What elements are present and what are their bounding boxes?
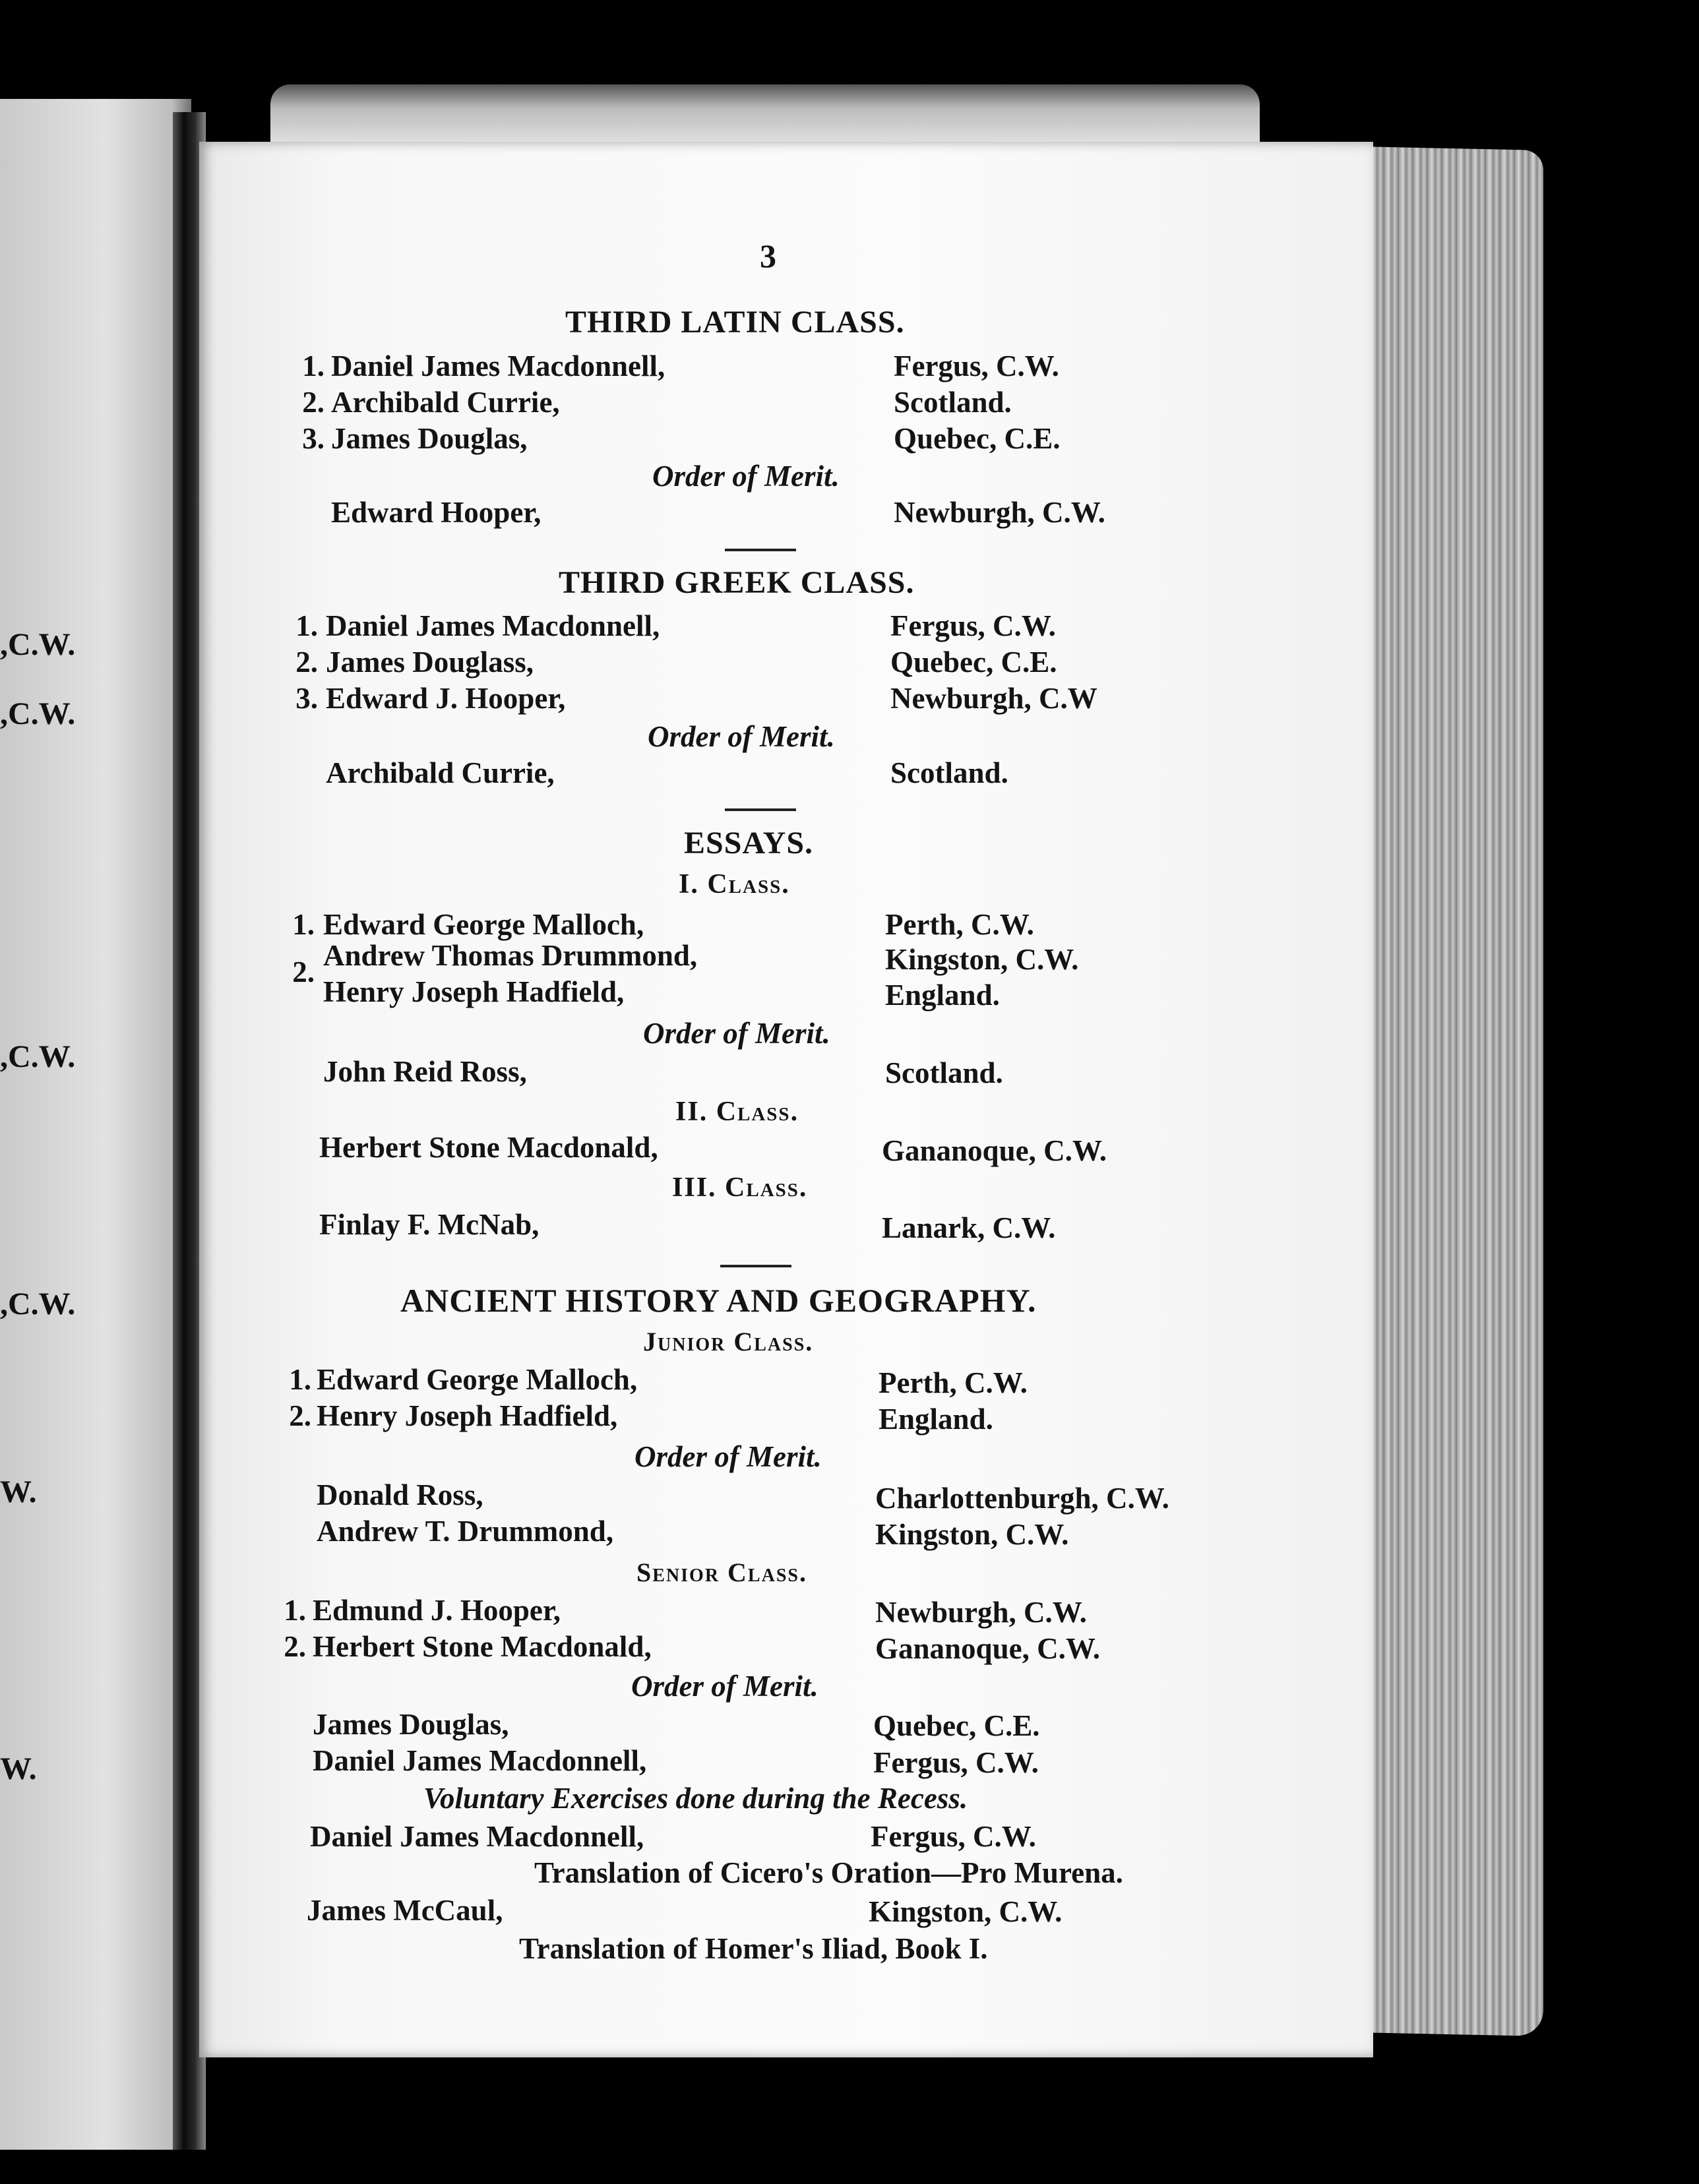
entry-number: 1. bbox=[295, 609, 318, 642]
entry-name: Herbert Stone Macdonald, bbox=[313, 1630, 652, 1663]
entry-name: Daniel James Macdonnell, bbox=[326, 609, 660, 642]
entry-name: James McCaul, bbox=[307, 1894, 503, 1927]
entry-place: Quebec, C.E. bbox=[894, 422, 1061, 455]
section-divider bbox=[720, 1265, 791, 1267]
entry-name: John Reid Ross, bbox=[323, 1055, 527, 1088]
entry-place: Perth, C.W. bbox=[879, 1366, 1028, 1399]
entry-number: 2. bbox=[292, 956, 315, 988]
voluntary-work: Translation of Homer's Iliad, Book I. bbox=[519, 1932, 988, 1965]
entry-name: James Douglas, bbox=[313, 1708, 509, 1741]
entry-number: 2. bbox=[302, 386, 324, 419]
entry-place: Fergus, C.W. bbox=[890, 609, 1056, 642]
entry-name: Edward George Malloch, bbox=[317, 1363, 638, 1396]
entry-place: Fergus, C.W. bbox=[894, 349, 1059, 382]
entry-number: 2. bbox=[284, 1630, 306, 1663]
entry-name: Edmund J. Hooper, bbox=[313, 1594, 561, 1627]
entry-name: Henry Joseph Hadfield, bbox=[317, 1399, 618, 1432]
entry-name: Finlay F. McNab, bbox=[319, 1208, 540, 1241]
entry-place: Lanark, C.W. bbox=[882, 1211, 1056, 1244]
order-of-merit-label: Order of Merit. bbox=[643, 1017, 830, 1050]
entry-place: England. bbox=[879, 1403, 993, 1436]
page-number: 3 bbox=[760, 237, 776, 274]
entry-place: Scotland. bbox=[890, 756, 1008, 789]
book-fore-edge bbox=[1355, 146, 1543, 2036]
entry-place: Quebec, C.E. bbox=[873, 1709, 1040, 1742]
entry-name: Edward Hooper, bbox=[331, 496, 541, 529]
class-label: Junior Class. bbox=[643, 1327, 814, 1356]
entry-place: England. bbox=[885, 979, 1000, 1012]
voluntary-work: Translation of Cicero's Oration—Pro Murena. bbox=[534, 1856, 1123, 1889]
voluntary-exercises-label: Voluntary Exercises done during the Recess. bbox=[423, 1782, 968, 1815]
entry-place: Newburgh, C.W bbox=[890, 682, 1097, 715]
entry-place: Scotland. bbox=[894, 386, 1012, 419]
entry-name: Herbert Stone Macdonald, bbox=[319, 1131, 658, 1164]
left-page-fragment: ,C.W. bbox=[0, 627, 76, 662]
entry-name: Edward J. Hooper, bbox=[326, 682, 566, 715]
entry-place: Newburgh, C.W. bbox=[875, 1596, 1087, 1629]
section-divider bbox=[725, 549, 796, 551]
entry-place: Kingston, C.W. bbox=[875, 1518, 1069, 1551]
section-divider bbox=[725, 808, 796, 811]
entry-name: James Douglas, bbox=[331, 422, 528, 455]
entry-place: Kingston, C.W. bbox=[885, 943, 1079, 976]
entry-number: 3. bbox=[302, 422, 324, 455]
entry-place: Fergus, C.W. bbox=[871, 1820, 1036, 1853]
class-label: II. Class. bbox=[675, 1097, 799, 1127]
class-label: I. Class. bbox=[679, 869, 790, 899]
entry-number: 2. bbox=[289, 1399, 311, 1432]
entry-place: Perth, C.W. bbox=[885, 908, 1034, 941]
left-page-fragment: ,C.W. bbox=[0, 696, 76, 731]
entry-name: Andrew T. Drummond, bbox=[317, 1515, 614, 1548]
entry-name: Archibald Currie, bbox=[326, 756, 555, 789]
entry-number: 1. bbox=[302, 349, 324, 382]
section-heading-third-greek: THIRD GREEK CLASS. bbox=[559, 565, 915, 600]
entry-place: Gananoque, C.W. bbox=[882, 1134, 1107, 1167]
entry-place: Kingston, C.W. bbox=[869, 1895, 1063, 1928]
entry-place: Quebec, C.E. bbox=[890, 646, 1057, 679]
class-label: Senior Class. bbox=[636, 1558, 807, 1587]
entry-name: James Douglass, bbox=[326, 646, 534, 679]
entry-name: Donald Ross, bbox=[317, 1478, 483, 1511]
section-heading-ancient-history: ANCIENT HISTORY AND GEOGRAPHY. bbox=[400, 1282, 1037, 1319]
order-of-merit-label: Order of Merit. bbox=[631, 1670, 819, 1703]
document-page bbox=[199, 142, 1373, 2057]
entry-place: Fergus, C.W. bbox=[873, 1746, 1039, 1779]
entry-name: Daniel James Macdonnell, bbox=[331, 349, 665, 382]
left-facing-page bbox=[0, 99, 191, 2150]
entry-place: Scotland. bbox=[885, 1056, 1003, 1089]
entry-name: Daniel James Macdonnell, bbox=[310, 1820, 644, 1853]
entry-number: 3. bbox=[295, 682, 318, 715]
left-page-fragment: W. bbox=[0, 1751, 37, 1786]
entry-name: Edward George Malloch, bbox=[323, 908, 644, 941]
left-page-fragment: ,C.W. bbox=[0, 1287, 76, 1321]
entry-name: Andrew Thomas Drummond, bbox=[323, 939, 698, 972]
entry-name: Daniel James Macdonnell, bbox=[313, 1744, 647, 1777]
class-label: III. Class. bbox=[672, 1172, 808, 1203]
left-page-fragment: W. bbox=[0, 1474, 37, 1509]
entry-name: Henry Joseph Hadfield, bbox=[323, 975, 625, 1008]
order-of-merit-label: Order of Merit. bbox=[634, 1440, 822, 1473]
section-heading-third-latin: THIRD LATIN CLASS. bbox=[565, 305, 905, 340]
entry-place: Gananoque, C.W. bbox=[875, 1632, 1100, 1665]
order-of-merit-label: Order of Merit. bbox=[652, 460, 840, 493]
entry-number: 1. bbox=[292, 908, 315, 941]
entry-name: Archibald Currie, bbox=[331, 386, 560, 419]
entry-number: 2. bbox=[295, 646, 318, 679]
entry-place: Newburgh, C.W. bbox=[894, 496, 1105, 529]
entry-place: Charlottenburgh, C.W. bbox=[875, 1482, 1169, 1515]
order-of-merit-label: Order of Merit. bbox=[648, 720, 835, 753]
book-top-edge bbox=[270, 84, 1260, 144]
entry-number: 1. bbox=[289, 1363, 311, 1396]
entry-number: 1. bbox=[284, 1594, 306, 1627]
left-page-fragment: ,C.W. bbox=[0, 1039, 76, 1074]
section-heading-essays: ESSAYS. bbox=[684, 826, 814, 861]
